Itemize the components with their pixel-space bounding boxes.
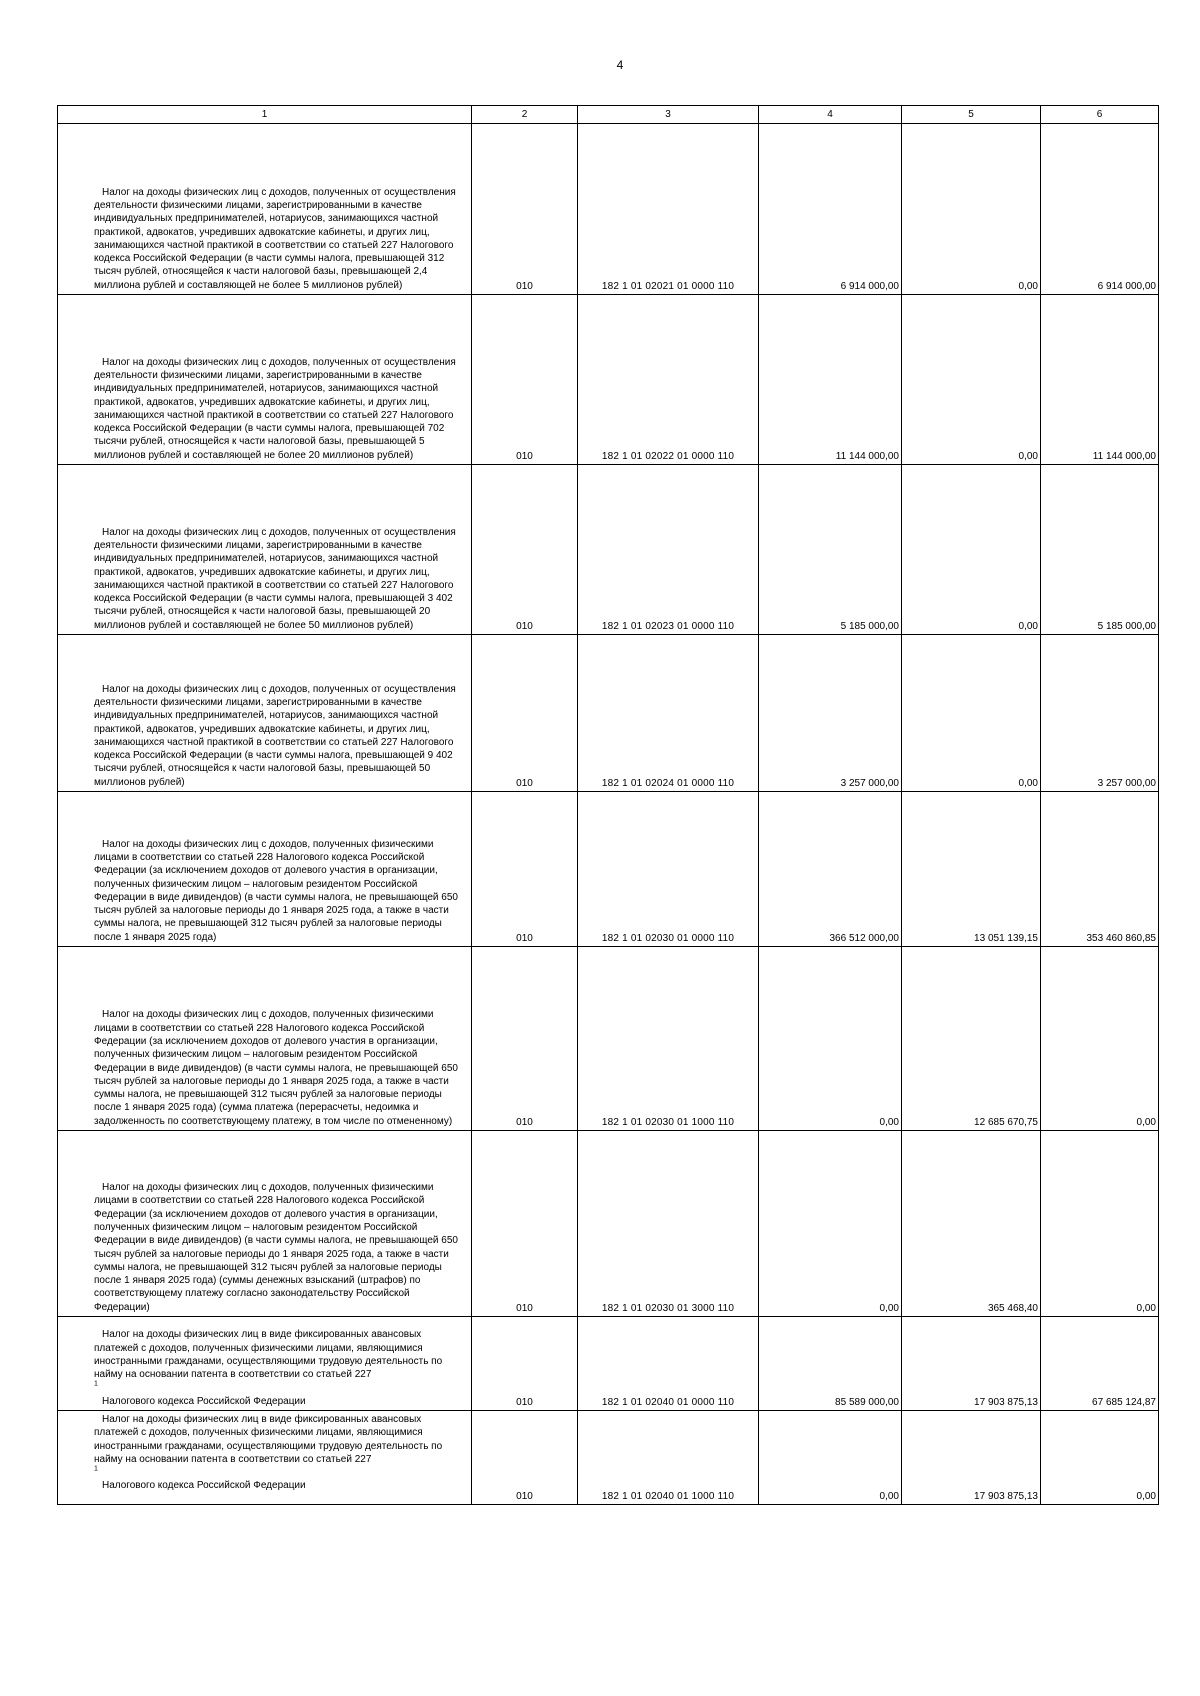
executed-amount-cell: 0,00 xyxy=(902,295,1041,465)
approved-amount-cell: 85 589 000,00 xyxy=(759,1317,902,1411)
income-name-cell: Налог на доходы физических лиц с доходов, полученных физическими лицами в соответствии со статьей 228 Налогового кодекса Российской Федерации (за исключением доходов от долевого участия в организации, полученных физическим лицом – налоговым резидентом Российской Федерации в виде дивидендов) (в части суммы налога, не превышающей 650 тысяч рублей за налоговые периоды до 1 января 2025 года, а также в части суммы налога, не превышающей 312 тысяч рублей за налоговые периоды после 1 января 2025 года) (сумма платежа (перерасчеты, недоимка и задолженность по соответствующему платежу, в том числе по отмененному) xyxy=(58,947,472,1131)
income-name-cell: Налог на доходы физических лиц с доходов, полученных физическими лицами в соответствии со статьей 228 Налогового кодекса Российской Федерации (за исключением доходов от долевого участия в организации, полученных физическим лицом – налоговым резидентом Российской Федерации в виде дивидендов) (в части суммы налога, не превышающей 650 тысяч рублей за налоговые периоды до 1 января 2025 года, а также в части суммы налога, не превышающей 312 тысяч рублей за налоговые периоды после 1 января 2025 года) xyxy=(58,792,472,947)
income-code-cell: 182 1 01 02021 01 0000 110 xyxy=(578,124,759,295)
income-code-cell: 182 1 01 02030 01 3000 110 xyxy=(578,1131,759,1317)
executed-amount-cell: 0,00 xyxy=(902,124,1041,295)
approved-amount-cell: 0,00 xyxy=(759,947,902,1131)
unexecuted-amount-cell: 0,00 xyxy=(1041,947,1159,1131)
approved-amount-cell: 5 185 000,00 xyxy=(759,465,902,635)
column-header: 6 xyxy=(1041,106,1159,124)
table-row xyxy=(58,295,1159,465)
table-row xyxy=(58,1411,1159,1505)
income-code-cell: 182 1 01 02040 01 1000 110 xyxy=(578,1411,759,1505)
unexecuted-amount-cell: 0,00 xyxy=(1041,1411,1159,1505)
table-row xyxy=(58,124,1159,295)
income-name-cell: Налог на доходы физических лиц с доходов, полученных физическими лицами в соответствии со статьей 228 Налогового кодекса Российской Федерации (за исключением доходов от долевого участия в организации, полученных физическим лицом – налоговым резидентом Российской Федерации в виде дивидендов) (в части суммы налога, не превышающей 650 тысяч рублей за налоговые периоды до 1 января 2025 года, а также в части суммы налога, не превышающей 312 тысяч рублей за налоговые периоды после 1 января 2025 года) (суммы денежных взысканий (штрафов) по соответствующему платежу согласно законодательству Российской Федерации) xyxy=(58,1131,472,1317)
income-code-cell: 182 1 01 02022 01 0000 110 xyxy=(578,295,759,465)
column-header: 1 xyxy=(58,106,472,124)
table-row xyxy=(58,635,1159,792)
table-row xyxy=(58,1317,1159,1411)
unexecuted-amount-cell: 5 185 000,00 xyxy=(1041,465,1159,635)
table-row xyxy=(58,947,1159,1131)
executed-amount-cell: 13 051 139,15 xyxy=(902,792,1041,947)
line-code-cell: 010 xyxy=(472,635,578,792)
unexecuted-amount-cell: 67 685 124,87 xyxy=(1041,1317,1159,1411)
income-code-cell: 182 1 01 02040 01 0000 110 xyxy=(578,1317,759,1411)
executed-amount-cell: 0,00 xyxy=(902,465,1041,635)
unexecuted-amount-cell: 353 460 860,85 xyxy=(1041,792,1159,947)
income-name-cell: Налог на доходы физических лиц в виде фиксированных авансовых платежей с доходов, полученных физическими лицами, являющимися иностранными гражданами, осуществляющими трудовую деятельность по найму на основании патента в соответствии со статьей 227 $^1$ Налогового кодекса Российской Федерации xyxy=(58,1317,472,1411)
column-number-row xyxy=(58,106,1159,124)
line-code-cell: 010 xyxy=(472,792,578,947)
column-header: 3 xyxy=(578,106,759,124)
income-code-cell: 182 1 01 02030 01 1000 110 xyxy=(578,947,759,1131)
line-code-cell: 010 xyxy=(472,124,578,295)
approved-amount-cell: 0,00 xyxy=(759,1131,902,1317)
column-header: 5 xyxy=(902,106,1041,124)
table-row xyxy=(58,465,1159,635)
approved-amount-cell: 0,00 xyxy=(759,1411,902,1505)
line-code-cell: 010 xyxy=(472,947,578,1131)
executed-amount-cell: 17 903 875,13 xyxy=(902,1411,1041,1505)
income-code-cell: 182 1 01 02024 01 0000 110 xyxy=(578,635,759,792)
approved-amount-cell: 6 914 000,00 xyxy=(759,124,902,295)
income-code-cell: 182 1 01 02030 01 0000 110 xyxy=(578,792,759,947)
income-name-cell: Налог на доходы физических лиц с доходов, полученных от осуществления деятельности физическими лицами, зарегистрированными в качестве индивидуальных предпринимателей, нотариусов, занимающихся частной практикой, адвокатов, учредивших адвокатские кабинеты, и других лиц, занимающихся частной практикой в соответствии со статьей 227 Налогового кодекса Российской Федерации (в части суммы налога, превышающей 702 тысячи рублей, относящейся к части налоговой базы, превышающей 5 миллионов рублей и составляющей не более 20 миллионов рублей) xyxy=(58,295,472,465)
table-row xyxy=(58,1131,1159,1317)
income-name-cell: Налог на доходы физических лиц с доходов, полученных от осуществления деятельности физическими лицами, зарегистрированными в качестве индивидуальных предпринимателей, нотариусов, занимающихся частной практикой, адвокатов, учредивших адвокатские кабинеты, и других лиц, занимающихся частной практикой в соответствии со статьей 227 Налогового кодекса Российской Федерации (в части суммы налога, превышающей 3 402 тысячи рублей, относящейся к части налоговой базы, превышающей 20 миллионов рублей и составляющей не более 50 миллионов рублей) xyxy=(58,465,472,635)
executed-amount-cell: 17 903 875,13 xyxy=(902,1317,1041,1411)
approved-amount-cell: 366 512 000,00 xyxy=(759,792,902,947)
executed-amount-cell: 365 468,40 xyxy=(902,1131,1041,1317)
column-header: 2 xyxy=(472,106,578,124)
income-name-cell: Налог на доходы физических лиц с доходов, полученных от осуществления деятельности физическими лицами, зарегистрированными в качестве индивидуальных предпринимателей, нотариусов, занимающихся частной практикой, адвокатов, учредивших адвокатские кабинеты, и других лиц, занимающихся частной практикой в соответствии со статьей 227 Налогового кодекса Российской Федерации (в части суммы налога, превышающей 9 402 тысячи рублей, относящейся к части налоговой базы, превышающей 50 миллионов рублей) xyxy=(58,635,472,792)
line-code-cell: 010 xyxy=(472,295,578,465)
income-code-cell: 182 1 01 02023 01 0000 110 xyxy=(578,465,759,635)
approved-amount-cell: 11 144 000,00 xyxy=(759,295,902,465)
page-number: 4 xyxy=(616,58,624,72)
line-code-cell: 010 xyxy=(472,1131,578,1317)
executed-amount-cell: 12 685 670,75 xyxy=(902,947,1041,1131)
income-name-cell: Налог на доходы физических лиц с доходов, полученных от осуществления деятельности физическими лицами, зарегистрированными в качестве индивидуальных предпринимателей, нотариусов, занимающихся частной практикой, адвокатов, учредивших адвокатские кабинеты, и других лиц, занимающихся частной практикой в соответствии со статьей 227 Налогового кодекса Российской Федерации (в части суммы налога, превышающей 312 тысяч рублей, относящейся к части налоговой базы, превышающей 2,4 миллиона рублей и составляющей не более 5 миллионов рублей) xyxy=(58,124,472,295)
line-code-cell: 010 xyxy=(472,1317,578,1411)
executed-amount-cell: 0,00 xyxy=(902,635,1041,792)
income-name-cell: Налог на доходы физических лиц в виде фиксированных авансовых платежей с доходов, полученных физическими лицами, являющимися иностранными гражданами, осуществляющими трудовую деятельность по найму на основании патента в соответствии со статьей 227 $^1$ Налогового кодекса Российской Федерации xyxy=(58,1411,472,1505)
line-code-cell: 010 xyxy=(472,1411,578,1505)
unexecuted-amount-cell: 6 914 000,00 xyxy=(1041,124,1159,295)
line-code-cell: 010 xyxy=(472,465,578,635)
unexecuted-amount-cell: 11 144 000,00 xyxy=(1041,295,1159,465)
article-superscript: 1 xyxy=(94,1381,98,1389)
budget-income-table xyxy=(57,105,1159,1505)
approved-amount-cell: 3 257 000,00 xyxy=(759,635,902,792)
column-header: 4 xyxy=(759,106,902,124)
table-row xyxy=(58,792,1159,947)
article-superscript: 1 xyxy=(94,1465,98,1473)
unexecuted-amount-cell: 3 257 000,00 xyxy=(1041,635,1159,792)
unexecuted-amount-cell: 0,00 xyxy=(1041,1131,1159,1317)
